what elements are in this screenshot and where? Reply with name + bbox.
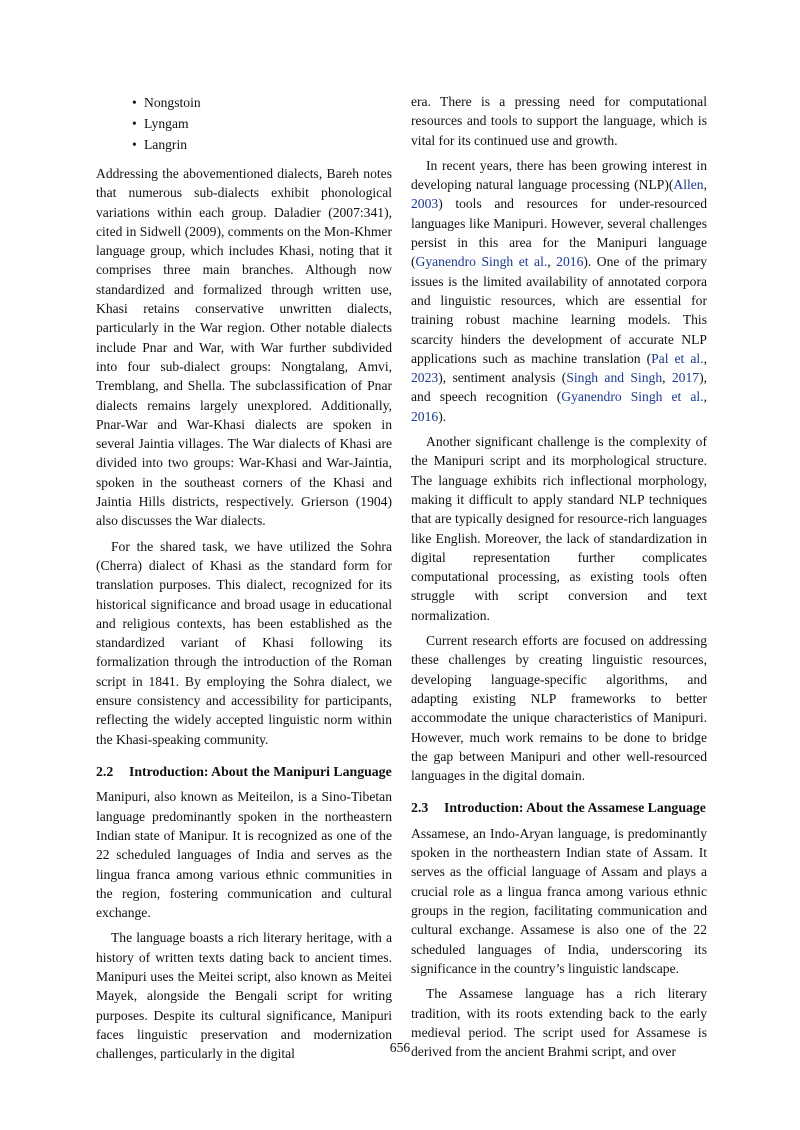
paragraph-research-efforts: Current research efforts are focused on addressing these challenges by creating linguistic resources, developing language-specific algorithms, and adapting existing NLP frameworks to better accommodate the unique characteristics of Manipuri. However, much work remains to be done to bridge the gap between Manipuri and other well-resourced languages in the digital domain.	[411, 633, 707, 784]
text-run: ,	[703, 350, 707, 366]
citation-link-singh[interactable]	[566, 370, 662, 385]
list-item	[132, 92, 392, 113]
bullet-icon: •	[132, 116, 137, 131]
section-heading-manipuri	[96, 763, 392, 782]
list-item	[132, 134, 392, 155]
section-number: 2.2	[96, 763, 114, 779]
list-item	[132, 113, 392, 134]
text-run: ).	[438, 408, 447, 424]
citation-link-gyanendro-1-year[interactable]	[556, 254, 583, 269]
page-number: 656	[389, 1040, 411, 1055]
citation-link-gyanendro-1[interactable]	[416, 254, 548, 269]
bullet-icon: •	[132, 137, 137, 152]
paragraph-assamese-intro: Assamese, an Indo-Aryan language, is predominantly spoken in the northeastern Indian state of Assam. It serves as the official language of Assam and plays a crucial role as a lingua franca among various ethnic groups in the region, facilitating communication and cultural exchange. Assamese is also one of the 22 scheduled languages of India, underscoring its significance in the country’s linguistic landscape.	[411, 825, 707, 976]
right-column	[411, 92, 707, 1061]
text-run: ,	[547, 254, 557, 270]
text-run: ,	[703, 177, 707, 193]
citation-year: 2023	[411, 370, 439, 386]
citation-author: Allen	[673, 177, 704, 193]
paragraph-assamese-tradition: The Assamese language has a rich literary tradition, with its roots extending back to the early medieval period. The script used for Assamese is derived from the ancient Brahmi script, and over	[411, 986, 707, 1060]
paragraph-shared-task: For the shared task, we have utilized the Sohra (Cherra) dialect of Khasi as the standard form for translation purposes. This dialect, recognized for its historical significance and broad usage in educational and religious contexts, has been established as the standardized variant of Khasi following its formalization through the introduction of the Roman script in 1841. By employing the Sohra dialect, we ensure consistency and accessibility for participants, reflecting the widely accepted linguistic norm within the Khasi-speaking community.	[96, 538, 392, 747]
citation-author: Pal et al.	[651, 350, 704, 366]
text-run: ,	[703, 389, 707, 405]
list-item-text: Lyngam	[144, 116, 189, 131]
citation-link-allen[interactable]	[673, 177, 703, 192]
paragraph-manipuri-heritage: The language boasts a rich literary heritage, with a history of written texts dating back to ancient times. Manipuri uses the Meitei script, also known as Meitei Mayek, alongside the Bengali script for writing purposes. Despite its cultural significance, Manipuri faces linguistic preservation and modernization challenges, particularly in the digital	[96, 930, 392, 1062]
section-number: 2.3	[411, 800, 429, 816]
citation-link-allen-year[interactable]	[411, 196, 438, 211]
text-run: ), and speech recognition (	[411, 370, 707, 405]
paragraph-nlp	[411, 156, 707, 426]
citation-author: Gyanendro Singh et al.	[561, 389, 704, 405]
text-run: ), sentiment analysis (	[438, 370, 567, 386]
section-title: Introduction: About the Assamese Language	[444, 800, 706, 816]
bullet-icon: •	[132, 95, 137, 110]
paragraph-continuation: era. There is a pressing need for computational resources and tools to support the language, which is vital for its continued use and growth.	[411, 94, 707, 148]
left-column	[96, 92, 392, 1064]
citation-author: Singh and Singh	[566, 370, 663, 386]
citation-link-pal-year[interactable]	[411, 370, 438, 385]
citation-link-gyanendro-2[interactable]	[561, 389, 703, 404]
citation-year: 2017	[671, 370, 700, 386]
text-run: ) tools and resources for under-resourced languages like Manipuri. However, several challenges persist in this area for the Manipuri language (	[411, 196, 707, 270]
citation-year: 2003	[411, 196, 439, 212]
text-run: ). One of the primary issues is the limited availability of annotated corpora and linguistic resources, which are essential for training robust machine learning models. This scarcity hinders the development of accurate NLP applications such as machine translation (	[411, 254, 707, 366]
text-run: ,	[662, 370, 672, 386]
paragraph-manipuri-intro: Manipuri, also known as Meiteilon, is a Sino-Tibetan language predominantly spoken in the northeastern Indian state of Manipur. It is recognized as one of the 22 scheduled languages of India and serves as the lingua franca among various ethnic communities in the region, fostering communication and cultural exchange.	[96, 789, 392, 921]
citation-author: Gyanendro Singh et al.	[415, 254, 548, 270]
citation-year: 2016	[556, 254, 584, 270]
dialect-list	[96, 92, 392, 155]
citation-link-pal[interactable]	[651, 351, 703, 366]
section-heading-assamese	[411, 799, 707, 818]
citation-year: 2016	[411, 408, 439, 424]
paragraph-dialects: Addressing the abovementioned dialects, Bareh notes that numerous sub-dialects exhibit phonological variations within each group. Daladier (2007:341), cited in Sidwell (2009), comments on the Mon-Khmer language group, which includes Khasi, noting that it comprises three main branches. Although now standardized and formalized through written use, Khasi retains conservative unwritten dialects, particularly in the War region. Other notable dialects include Pnar and War, with War further subdivided into four sub-dialect groups: Nongtalang, Amvi, Tremblang, and Shella. The subclassification of Pnar dialects remains largely unexplored. Additionally, Pnar-War and War-Khasi dialects are spoken in several Jaintia villages. The War dialects of Khasi are divided into two groups: War-Khasi and War-Jaintia, spoken in the southeast corners of the Khasi and Jaintia Hills districts, respectively. Grierson (1904) also discusses the War dialects.	[96, 166, 392, 529]
text-run: In recent years, there has been growing interest in developing natural language processing (NLP)(	[411, 157, 707, 193]
paragraph-script-complexity: Another significant challenge is the complexity of the Manipuri script and its morphological structure. The language exhibits rich inflectional morphology, making it difficult to apply standard NLP techniques that are typically designed for resource-rich languages like English. Moreover, the lack of standardization in digital representation further complicates computational processing, as existing tools often struggle with script conversion and text normalization.	[411, 434, 707, 623]
list-item-text: Langrin	[144, 137, 188, 152]
section-title: Introduction: About the Manipuri Language	[129, 763, 392, 779]
citation-link-singh-year[interactable]	[672, 370, 699, 385]
citation-link-gyanendro-2-year[interactable]	[411, 409, 438, 424]
list-item-text: Nongstoin	[144, 95, 201, 110]
